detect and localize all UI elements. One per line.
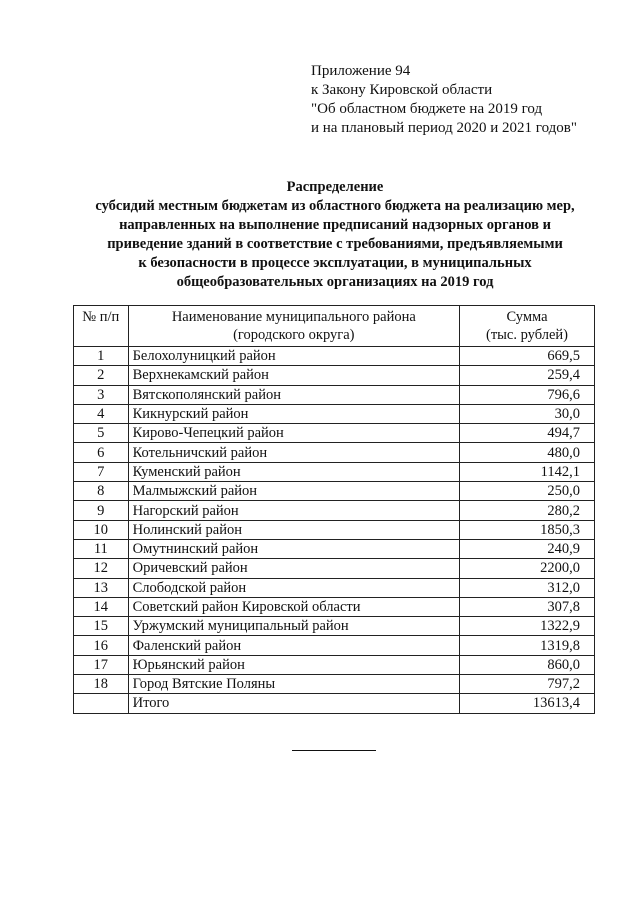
title-line-1: Распределение <box>286 179 384 195</box>
row-district-name: Оричевский район <box>128 559 459 578</box>
row-number: 15 <box>74 617 129 636</box>
row-number: 9 <box>74 501 129 520</box>
row-number: 18 <box>74 675 129 694</box>
total-amount: 13613,4 <box>460 694 595 713</box>
end-divider-line <box>292 750 376 751</box>
row-district-name: Омутнинский район <box>128 539 459 558</box>
appendix-header <box>311 62 577 138</box>
row-amount: 1322,9 <box>460 617 595 636</box>
table-row <box>74 539 595 558</box>
total-row <box>74 694 595 713</box>
table-row <box>74 443 595 462</box>
table-row <box>74 636 595 655</box>
title-line-6: общеобразовательных организациях на 2019 год <box>176 274 494 290</box>
table-row <box>74 462 595 481</box>
row-number: 10 <box>74 520 129 539</box>
row-district-name: Нолинский район <box>128 520 459 539</box>
row-amount: 860,0 <box>460 655 595 674</box>
row-number: 5 <box>74 424 129 443</box>
table-row <box>74 578 595 597</box>
row-amount: 240,9 <box>460 539 595 558</box>
row-district-name: Кикнурский район <box>128 404 459 423</box>
row-district-name: Советский район Кировской области <box>128 597 459 616</box>
row-amount: 1850,3 <box>460 520 595 539</box>
table-row <box>74 617 595 636</box>
row-number: 13 <box>74 578 129 597</box>
row-number: 7 <box>74 462 129 481</box>
row-district-name: Котельничский район <box>128 443 459 462</box>
distribution-table <box>73 305 595 714</box>
row-district-name: Слободской район <box>128 578 459 597</box>
table-row <box>74 597 595 616</box>
table-row <box>74 655 595 674</box>
row-amount: 280,2 <box>460 501 595 520</box>
row-number: 16 <box>74 636 129 655</box>
row-number: 6 <box>74 443 129 462</box>
row-amount: 307,8 <box>460 597 595 616</box>
table-row <box>74 404 595 423</box>
row-district-name: Куменский район <box>128 462 459 481</box>
row-district-name: Белохолуницкий район <box>128 347 459 366</box>
appendix-law-title-line2: и на плановый период 2020 и 2021 годов" <box>311 120 577 136</box>
total-label: Итого <box>128 694 459 713</box>
row-district-name: Фаленский район <box>128 636 459 655</box>
row-district-name: Кирово-Чепецкий район <box>128 424 459 443</box>
row-number: 2 <box>74 366 129 385</box>
row-amount: 30,0 <box>460 404 595 423</box>
row-district-name: Малмыжский район <box>128 482 459 501</box>
document-title <box>60 178 610 292</box>
row-number: 12 <box>74 559 129 578</box>
table-row <box>74 482 595 501</box>
row-number: 17 <box>74 655 129 674</box>
row-amount: 669,5 <box>460 347 595 366</box>
row-number: 11 <box>74 539 129 558</box>
title-line-2: субсидий местным бюджетам из областного бюджета на реализацию мер, <box>95 198 575 214</box>
row-amount: 796,6 <box>460 385 595 404</box>
row-number: 1 <box>74 347 129 366</box>
table-header-row <box>74 306 595 347</box>
title-line-5: к безопасности в процессе эксплуатации, в муниципальных <box>138 255 532 271</box>
row-district-name: Нагорский район <box>128 501 459 520</box>
row-district-name: Верхнекамский район <box>128 366 459 385</box>
row-amount: 259,4 <box>460 366 595 385</box>
row-amount: 312,0 <box>460 578 595 597</box>
total-number-cell <box>74 694 129 713</box>
row-amount: 797,2 <box>460 675 595 694</box>
table-row <box>74 520 595 539</box>
table-row <box>74 385 595 404</box>
title-line-4: приведение зданий в соответствие с требованиями, предъявляемыми <box>107 236 563 252</box>
row-district-name: Вятскополянский район <box>128 385 459 404</box>
title-line-3: направленных на выполнение предписаний надзорных органов и <box>119 217 551 233</box>
table-row <box>74 424 595 443</box>
header-number: № п/п <box>74 306 129 347</box>
table-row <box>74 347 595 366</box>
row-amount: 250,0 <box>460 482 595 501</box>
row-amount: 1142,1 <box>460 462 595 481</box>
table-row <box>74 675 595 694</box>
row-amount: 1319,8 <box>460 636 595 655</box>
row-number: 4 <box>74 404 129 423</box>
row-district-name: Юрьянский район <box>128 655 459 674</box>
table-body <box>74 347 595 694</box>
row-number: 14 <box>74 597 129 616</box>
row-amount: 480,0 <box>460 443 595 462</box>
row-amount: 2200,0 <box>460 559 595 578</box>
appendix-law-ref: к Закону Кировской области <box>311 82 493 98</box>
table-row <box>74 559 595 578</box>
row-district-name: Уржумский муниципальный район <box>128 617 459 636</box>
header-amount: Сумма (тыс. рублей) <box>460 306 595 347</box>
row-district-name: Город Вятские Поляны <box>128 675 459 694</box>
row-number: 8 <box>74 482 129 501</box>
table-row <box>74 501 595 520</box>
row-amount: 494,7 <box>460 424 595 443</box>
appendix-number: Приложение 94 <box>311 63 411 79</box>
row-number: 3 <box>74 385 129 404</box>
appendix-law-title-line1: "Об областном бюджете на 2019 год <box>311 101 543 117</box>
header-district-name: Наименование муниципального района (городского округа) <box>128 306 459 347</box>
table-row <box>74 366 595 385</box>
